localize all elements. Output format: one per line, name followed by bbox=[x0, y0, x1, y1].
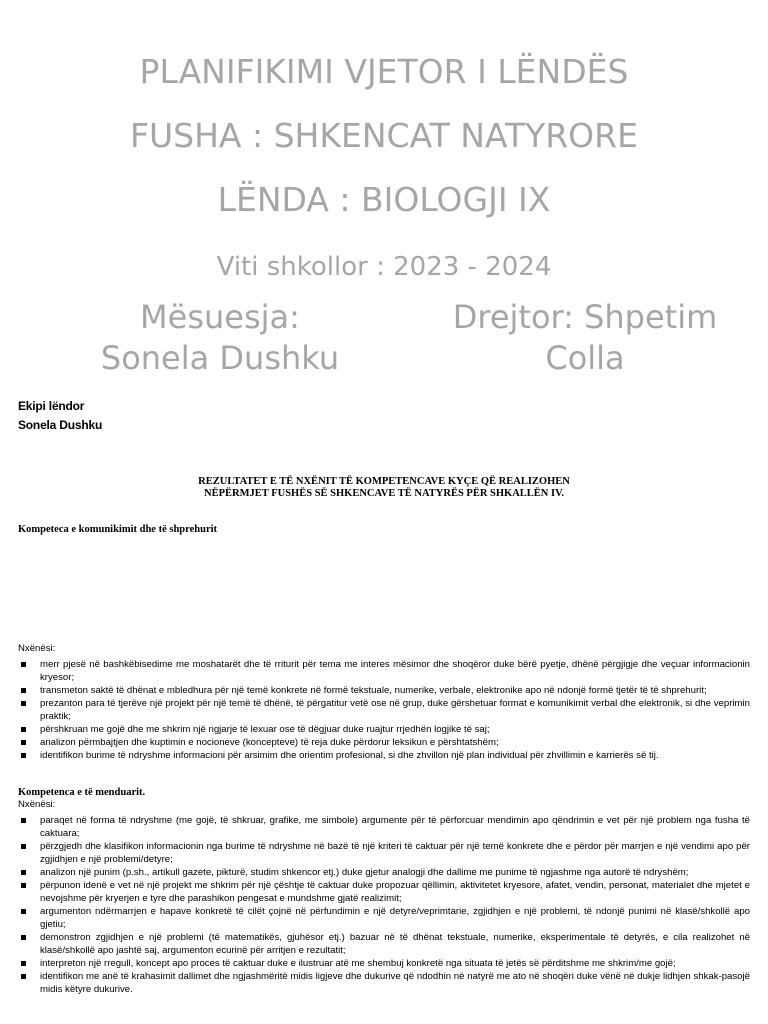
list-item: prezanton para të tjerëve një projekt për një temë të dhënë, të përgatitur vetë ose në grup, duke gërshetuar format e komunikimit verbal dhe elektronik, si dhe veprimin praktik; bbox=[18, 697, 750, 723]
results-heading bbox=[150, 476, 618, 500]
list-item: paraqet në forma të ndryshme (me gojë, të shkruar, grafike, me simbole) argumente për të përforcuar mendimin apo qëndrimin e vet për një problem nga fusha të caktuara; bbox=[18, 814, 750, 840]
list-item: demonstron zgjidhjen e një problemi (të matematikës, gjuhësor etj.) bazuar në të dhënat tekstuale, numerike, eksperimentale të detyrës, e cila realizohet në klasë/shkollë apo jashtë saj, argumenton ecurinë për arritjen e rezultatit; bbox=[18, 931, 750, 957]
list-item: interpreton një rregull, koncept apo proces të caktuar duke e ilustruar atë me shembuj konkretë nga situata të jetës së përditshme me shkrim/me gojë; bbox=[18, 957, 750, 970]
team-member: Sonela Dushku bbox=[18, 418, 103, 432]
school-year: Viti shkollor : 2023 - 2024 bbox=[216, 252, 552, 282]
list-item: analizon përmbajtjen dhe kuptimin e nocioneve (koncepteve) të reja duke përdorur leksikun e përshtatshëm; bbox=[18, 736, 750, 749]
subject-title: LËNDA : BIOLOGJI IX bbox=[217, 180, 551, 219]
list-item: analizon një punim (p.sh., artikull gazete, pikturë, studim shkencor etj.) duke gjetur analogji dhe dallime me punime të ngjashme nga autorë të ndryshëm; bbox=[18, 866, 750, 879]
communication-list bbox=[18, 658, 750, 762]
list-item: përzgjedh dhe klasifikon informacionin nga burime të ndryshme në bazë të një kriteri të caktuar për një temë konkrete dhe e përdor për marrjen e një vendimi apo për zgjidhjen e një problemi/detyre; bbox=[18, 840, 750, 866]
director-block bbox=[428, 297, 742, 379]
teacher-name: Sonela Dushku bbox=[100, 339, 340, 377]
results-heading-line2: NËPËRMJET FUSHËS SË SHKENCAVE TË NATYRËS PËR SHKALLËN IV. bbox=[204, 488, 564, 499]
list-item: merr pjesë në bashkëbisedime me moshatarët dhe të rriturit për tema me interes mësimor dhe shoqëror duke bërë pyetje, dhënë përgjigje dhe veçuar informacionin kryesor; bbox=[18, 658, 750, 684]
thinking-label: Nxënësi: bbox=[18, 799, 56, 810]
list-item: identifikon burime të ndryshme informacioni për arsimim dhe orientim profesional, si dhe zhvillon një plan individual për zhvillimin e karrierës së tij. bbox=[18, 749, 750, 762]
list-item: përshkruan me gojë dhe me shkrim një ngjarje të lexuar ose të dëgjuar duke ruajtur rrjedhën logjike të saj; bbox=[18, 723, 750, 736]
list-item: transmeton saktë të dhënat e mbledhura për një temë konkrete në formë tekstuale, numerike, verbale, elektronike apo në ndonjë formë tjetër të të shprehurit; bbox=[18, 684, 750, 697]
list-item: përpunon idenë e vet në një projekt me shkrim për një çështje të caktuar duke propozuar qëllimin, aktivitetet kryesore, afatet, vendin, personat, materialet dhe mjetet e nevojshme për kryerjen e tyre dhe parashikon pengesat e mundshme gjatë realizimit; bbox=[18, 879, 750, 905]
teacher-label: Mësuesja: bbox=[140, 298, 300, 336]
thinking-list bbox=[18, 814, 750, 996]
teacher-block bbox=[80, 297, 360, 379]
thinking-heading: Kompetenca e të menduarit. bbox=[18, 787, 146, 798]
list-item: argumenton ndërmarrjen e hapave konkretë të cilët çojnë në përfundimin e një detyre/veprimtarie, zgjidhjen e një problemi, të ndonjë punimi në klasë/shkollë apo gjetiu; bbox=[18, 905, 750, 931]
team-heading: Ekipi lëndor bbox=[18, 399, 85, 413]
communication-label: Nxënësi: bbox=[18, 643, 56, 654]
field-title: FUSHA : SHKENCAT NATYRORE bbox=[130, 116, 638, 155]
list-item: identifikon me anë të krahasimit dallimet dhe ngjashmëritë midis ligjeve dhe dukurive që ndodhin në natyrë me ato në shoqëri duke vënë në dukje lidhjen shkak-pasojë midis këtyre dukurive. bbox=[18, 970, 750, 996]
director-name: Colla bbox=[545, 339, 625, 377]
communication-heading: Kompeteca e komunikimit dhe të shprehurit bbox=[18, 524, 218, 535]
director-label: Drejtor: Shpetim bbox=[452, 298, 718, 336]
plan-title: PLANIFIKIMI VJETOR I LËNDËS bbox=[139, 52, 629, 91]
results-heading-line1: REZULTATET E TË NXËNIT TË KOMPETENCAVE KYÇE QË REALIZOHEN bbox=[198, 476, 570, 487]
